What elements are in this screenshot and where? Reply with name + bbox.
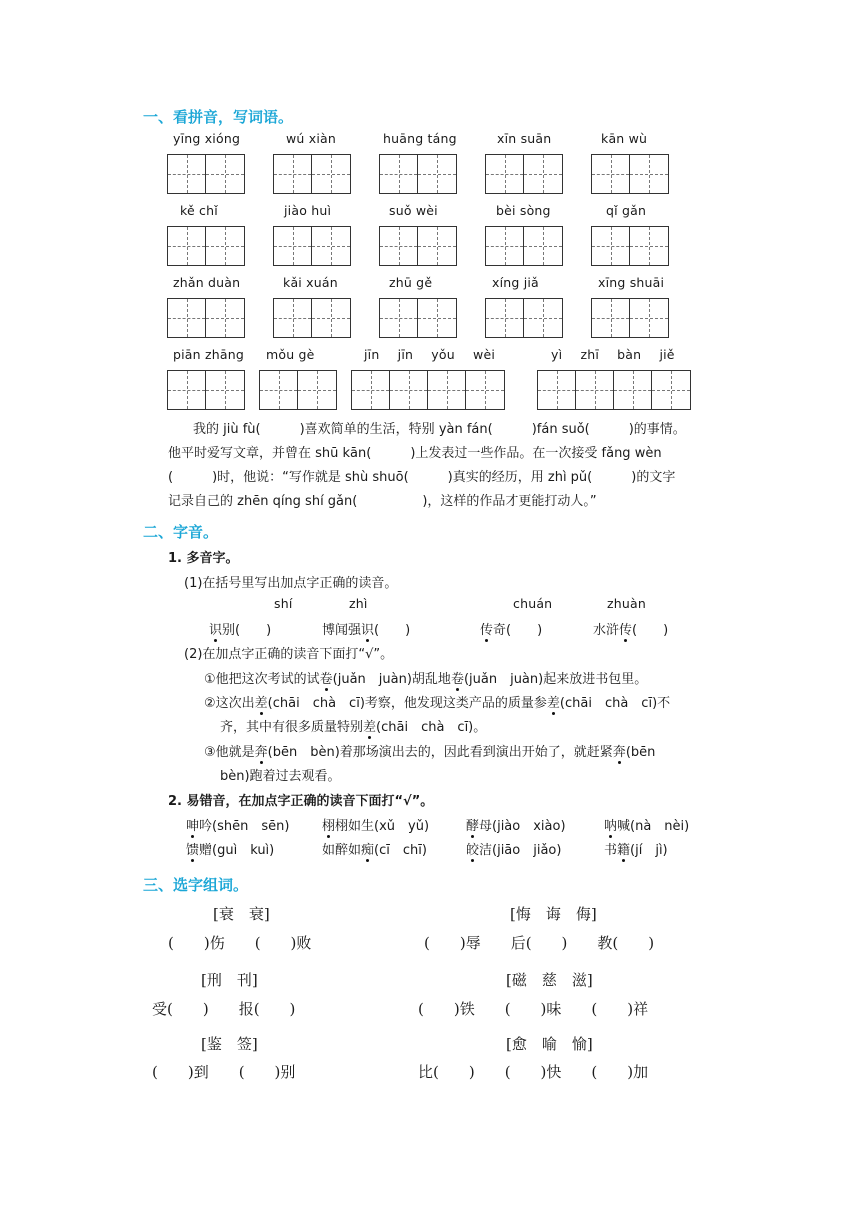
pinyin-label: bèi sòng <box>496 203 551 218</box>
instruction: (2)在加点字正确的读音下面打“√”。 <box>184 647 394 662</box>
writing-grid[interactable] <box>537 370 691 410</box>
writing-grid[interactable] <box>167 370 245 410</box>
writing-grid[interactable] <box>167 298 245 338</box>
paragraph-line: 我的 jiù fù( )喜欢简单的生活，特别 yàn fán( )fán suǒ( )的事情。 <box>193 422 686 437</box>
question-heading: 1. 多音字。 <box>168 551 239 566</box>
pinyin-label: shí <box>274 596 293 611</box>
fill-row: 比( ) ( )快 ( )加 <box>418 1063 649 1081</box>
pinyin-label: zhǎn duàn <box>173 275 241 290</box>
polyphone-item: 识别( ) <box>209 619 271 638</box>
instruction: (1)在括号里写出加点字正确的读音。 <box>184 576 398 591</box>
pinyin-label: jīn jīn yǒu wèi <box>364 347 496 362</box>
pinyin-label: yīng xióng <box>173 131 241 146</box>
pinyin-label: xīn suān <box>497 131 552 146</box>
pinyin-label: jiào huì <box>284 203 332 218</box>
pinyin-label: qǐ gǎn <box>606 203 647 218</box>
polyphone-item: 传奇( ) <box>480 619 542 638</box>
pinyin-label: piān zhāng <box>173 347 244 362</box>
pinyin-label: kě chǐ <box>180 203 218 218</box>
char-group: [衰 衰] <box>213 905 270 923</box>
writing-grid[interactable] <box>379 298 457 338</box>
writing-grid[interactable] <box>591 154 669 194</box>
error-pron-item: 栩栩如生(xǔ yǔ) <box>322 815 429 834</box>
pinyin-label: yì zhī bàn jiě <box>551 347 675 362</box>
polyphone-item: 水浒传( ) <box>593 619 668 638</box>
error-pron-item: 皎洁(jiāo jiǎo) <box>466 839 561 858</box>
section-3-title: 三、选字组词。 <box>143 876 249 894</box>
char-group: [鉴 签] <box>201 1035 258 1053</box>
pinyin-label: zhuàn <box>607 596 646 611</box>
pinyin-label: wú xiàn <box>286 131 336 146</box>
error-pron-item: 馈赠(guì kuì) <box>186 839 274 858</box>
pinyin-label: zhì <box>349 596 368 611</box>
sentence: bèn)跑着过去观看。 <box>220 769 341 784</box>
section-1-title: 一、看拼音，写词语。 <box>143 108 294 126</box>
pinyin-label: kān wù <box>601 131 648 146</box>
sentence: ③他就是奔(bēn bèn)着那场演出去的，因此看到演出开始了，就赶紧奔(bēn <box>204 741 655 760</box>
writing-grid[interactable] <box>167 154 245 194</box>
writing-grid[interactable] <box>273 154 351 194</box>
section-2-title: 二、字音。 <box>143 523 219 541</box>
error-pron-item: 呐喊(nà nèi) <box>604 815 689 834</box>
char-group: [刑 刊] <box>201 971 258 989</box>
sentence: ①他把这次考试的试卷(juǎn juàn)胡乱地卷(juǎn juàn)起来放进书包里。 <box>204 668 647 687</box>
writing-grid[interactable] <box>485 154 563 194</box>
writing-grid[interactable] <box>351 370 505 410</box>
sentence: 齐，其中有很多质量特别差(chāi chà cī)。 <box>220 716 486 735</box>
pinyin-label: mǒu gè <box>266 347 315 362</box>
writing-grid[interactable] <box>273 226 351 266</box>
error-pron-item: 如醉如痴(cī chī) <box>322 839 427 858</box>
pinyin-label: xīng shuāi <box>598 275 665 290</box>
error-pron-item: 书籍(jí jì) <box>604 839 668 858</box>
paragraph-line: ( )时，他说：“写作就是 shù shuō( )真实的经历，用 zhì pǔ( )的文字 <box>168 470 676 485</box>
sentence: ②这次出差(chāi chà cī)考察，他发现这类产品的质量参差(chāi chà cī)不 <box>204 692 670 711</box>
polyphone-item: 博闻强识( ) <box>322 619 410 638</box>
pinyin-label: xíng jiǎ <box>492 275 539 290</box>
writing-grid[interactable] <box>591 226 669 266</box>
pinyin-label: chuán <box>513 596 553 611</box>
fill-row: 受( ) 报( ) <box>152 1000 296 1018</box>
writing-grid[interactable] <box>259 370 337 410</box>
fill-row: ( )到 ( )别 <box>152 1063 296 1081</box>
pinyin-label: suǒ wèi <box>389 203 438 218</box>
writing-grid[interactable] <box>485 298 563 338</box>
fill-row: ( )伤 ( )败 <box>168 934 312 952</box>
writing-grid[interactable] <box>485 226 563 266</box>
char-group: [愈 喻 愉] <box>506 1035 593 1053</box>
fill-row: ( )辱 后( ) 教( ) <box>424 934 655 952</box>
question-heading: 2. 易错音，在加点字正确的读音下面打“√”。 <box>168 794 434 809</box>
writing-grid[interactable] <box>379 154 457 194</box>
paragraph-line: 他平时爱写文章，并曾在 shū kān( )上发表过一些作品。在一次接受 fǎng wèn <box>168 446 662 461</box>
writing-grid[interactable] <box>591 298 669 338</box>
char-group: [磁 慈 滋] <box>506 971 593 989</box>
error-pron-item: 酵母(jiào xiào) <box>466 815 566 834</box>
pinyin-label: zhū gě <box>389 275 433 290</box>
pinyin-label: kǎi xuán <box>283 275 338 290</box>
writing-grid[interactable] <box>273 298 351 338</box>
fill-row: ( )铁 ( )味 ( )祥 <box>418 1000 649 1018</box>
pinyin-label: huāng táng <box>383 131 457 146</box>
writing-grid[interactable] <box>167 226 245 266</box>
writing-grid[interactable] <box>379 226 457 266</box>
char-group: [悔 诲 侮] <box>510 905 597 923</box>
paragraph-line: 记录自己的 zhēn qíng shí gǎn( )，这样的作品才更能打动人。” <box>168 494 597 509</box>
error-pron-item: 呻吟(shēn sēn) <box>186 815 289 834</box>
